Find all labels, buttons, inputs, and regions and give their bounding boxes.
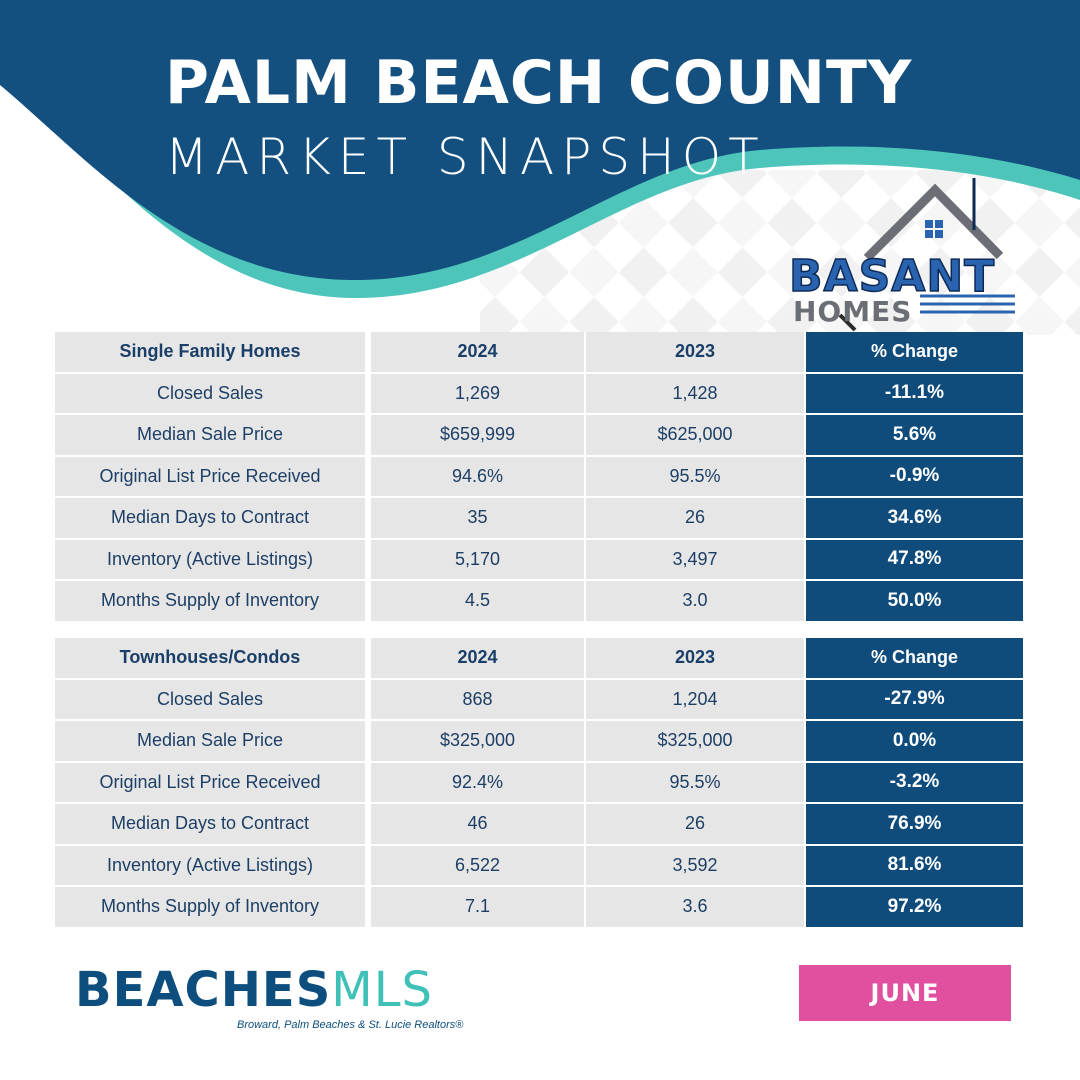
metric-label: Median Days to Contract [55, 804, 371, 846]
basant-logo-text: BASANT [789, 251, 996, 302]
percent-change: 81.6% [806, 846, 1023, 888]
value-2024: 92.4% [371, 763, 586, 805]
page-title: PALM BEACH COUNTY [165, 48, 913, 118]
table-row [55, 721, 1023, 763]
section-label: Townhouses/Condos [55, 638, 371, 680]
table-row [55, 581, 1023, 623]
metric-label: Median Days to Contract [55, 498, 371, 540]
mls-text: MLS [331, 962, 433, 1018]
homes-logo-text: HOMES [793, 295, 913, 328]
beaches-text: BEACHES [75, 962, 332, 1018]
value-2023: 3,592 [586, 846, 806, 888]
value-2024: $659,999 [371, 415, 586, 457]
percent-change: 50.0% [806, 581, 1023, 623]
metric-label: Original List Price Received [55, 763, 371, 805]
column-header-2023: 2023 [586, 332, 806, 374]
metric-label: Median Sale Price [55, 415, 371, 457]
value-2023: 1,204 [586, 680, 806, 722]
value-2024: 7.1 [371, 887, 586, 929]
section-label: Single Family Homes [55, 332, 371, 374]
value-2023: 3,497 [586, 540, 806, 582]
value-2024: 4.5 [371, 581, 586, 623]
metric-label: Months Supply of Inventory [55, 887, 371, 929]
value-2024: 5,170 [371, 540, 586, 582]
value-2024: 868 [371, 680, 586, 722]
value-2023: 95.5% [586, 457, 806, 499]
percent-change: 76.9% [806, 804, 1023, 846]
townhouses-condos-table [55, 638, 1023, 929]
value-2023: 1,428 [586, 374, 806, 416]
metric-label: Inventory (Active Listings) [55, 540, 371, 582]
table-header-row [55, 332, 1023, 374]
basant-homes-logo [785, 178, 1025, 334]
metric-label: Original List Price Received [55, 457, 371, 499]
metric-label: Inventory (Active Listings) [55, 846, 371, 888]
percent-change: 97.2% [806, 887, 1023, 929]
value-2023: 95.5% [586, 763, 806, 805]
value-2023: 3.6 [586, 887, 806, 929]
table-row [55, 540, 1023, 582]
column-header-change: % Change [806, 332, 1023, 374]
value-2023: 26 [586, 804, 806, 846]
value-2024: 1,269 [371, 374, 586, 416]
percent-change: -27.9% [806, 680, 1023, 722]
percent-change: -3.2% [806, 763, 1023, 805]
table-row [55, 457, 1023, 499]
table-row [55, 680, 1023, 722]
single-family-table [55, 332, 1023, 623]
beaches-mls-tagline: Broward, Palm Beaches & St. Lucie Realtors® [237, 1019, 464, 1031]
month-badge: JUNE [799, 965, 1011, 1021]
metric-label: Closed Sales [55, 680, 371, 722]
table-row [55, 763, 1023, 805]
page-subtitle: MARKET SNAPSHOT [165, 128, 766, 186]
metric-label: Months Supply of Inventory [55, 581, 371, 623]
table-row [55, 415, 1023, 457]
metric-label: Closed Sales [55, 374, 371, 416]
beaches-mls-wordmark [75, 962, 433, 1018]
value-2023: 26 [586, 498, 806, 540]
beaches-mls-logo [72, 962, 472, 1037]
value-2024: 94.6% [371, 457, 586, 499]
table-row [55, 498, 1023, 540]
column-header-2023: 2023 [586, 638, 806, 680]
column-header-change: % Change [806, 638, 1023, 680]
metric-label: Median Sale Price [55, 721, 371, 763]
table-row [55, 846, 1023, 888]
column-header-2024: 2024 [371, 638, 586, 680]
value-2024: 46 [371, 804, 586, 846]
value-2023: $625,000 [586, 415, 806, 457]
table-row [55, 374, 1023, 416]
percent-change: 34.6% [806, 498, 1023, 540]
percent-change: -11.1% [806, 374, 1023, 416]
column-header-2024: 2024 [371, 332, 586, 374]
table-header-row [55, 638, 1023, 680]
percent-change: -0.9% [806, 457, 1023, 499]
value-2023: 3.0 [586, 581, 806, 623]
value-2024: $325,000 [371, 721, 586, 763]
table-row [55, 887, 1023, 929]
table-row [55, 804, 1023, 846]
percent-change: 5.6% [806, 415, 1023, 457]
percent-change: 47.8% [806, 540, 1023, 582]
value-2024: 6,522 [371, 846, 586, 888]
percent-change: 0.0% [806, 721, 1023, 763]
value-2023: $325,000 [586, 721, 806, 763]
value-2024: 35 [371, 498, 586, 540]
